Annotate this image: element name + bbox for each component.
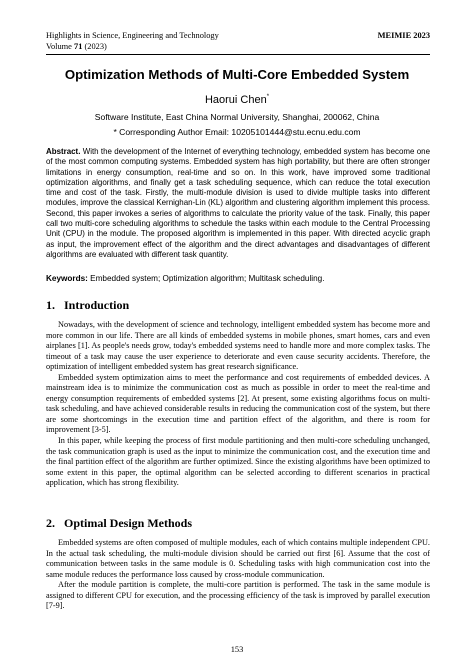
keywords-text: Embedded system; Optimization algorithm; Multitask scheduling. [87, 274, 325, 283]
corresponding-email: * Corresponding Author Email: 10205101444@stu.ecnu.edu.com [113, 127, 361, 137]
paper-title: Optimization Methods of Multi-Core Embedded System [64, 67, 410, 82]
running-header [46, 31, 430, 41]
header-rule [46, 54, 430, 55]
section-body-introduction [46, 320, 430, 489]
affiliation: Software Institute, East China Normal University, Shanghai, 200062, China [94, 112, 380, 122]
keywords-label: Keywords: [46, 274, 88, 283]
paragraph: In this paper, while keeping the process of first module partitioning and then multi-core scheduling unchanged, the task communication graph is used as the input to minimize the communication cost, and the execution time and the final partition effect of the algorithm are further optimized. Since the existing algorithms have been optimized to some extent in this paper, the optimal algorithm can be selected according to different scenarios in practical application, which has strong flexibility. [46, 436, 430, 488]
abstract-text: With the development of the Internet of everything technology, embedded system has become one of the most common computing systems. Embedded system has high portability, but there are often stronger limitations in energy consumption, real-time and so on. In this work, have improved some traditional optimization algorithms, and finally get a task scheduling sequence, which can reduce the total execution time and cost of the task. Firstly, the multi-module division is used to divide multiple tasks into different modules, improve the classical Kernighan-Lin (KL) algorithm and clustering algorithm implement this process. Second, this paper invokes a series of algorithms to calculate the priority value of the task. Finally, this paper call two multi-core scheduling algorithms to schedule the tasks within each module to the Central Processing Unit (CPU) in the module. The proposed algorithm is implemented in this paper. With directed acyclic graph as input, the improvement effect of the algorithm and the direct advantages and disadvantages of different algorithms are evaluated with different task quantity. [46, 147, 430, 259]
volume-line [46, 42, 107, 51]
author-name: Haorui Chen [204, 94, 267, 106]
author-mark: * [266, 94, 270, 100]
section-number: 2. [46, 516, 55, 530]
keywords [46, 274, 430, 283]
volume-prefix: Volume [46, 42, 74, 51]
author-line [0, 94, 474, 106]
conference-name: MEIMIE 2023 [377, 31, 430, 40]
section-title: Introduction [64, 298, 130, 312]
section-heading-introduction [46, 298, 129, 313]
volume-number: 71 [74, 42, 83, 51]
section-body-optimal-design [46, 538, 430, 612]
section-title: Optimal Design Methods [64, 516, 193, 530]
paragraph: After the module partition is complete, the multi-core partition is performed. The task in the same module is assigned to different CPU for execution, and the processing efficiency of the task is improved by parallel execution [7-9]. [46, 580, 430, 611]
paragraph: Embedded system optimization aims to meet the performance and cost requirements of embedded devices. A mainstream idea is to minimize the communication cost as much as possible in order to meet the real-time and energy consumption requirements of embedded systems [2]. At present, some existing algorithms focus on multi-task scheduling, and have achieved considerable results in reducing the communication cost of the system, but there are some shortcomings in the execution time and partition effect of the algorithm, and there is room for improvement [3-5]. [46, 372, 430, 435]
abstract-label: Abstract. [46, 147, 81, 156]
journal-name: Highlights in Science, Engineering and Technology [46, 31, 219, 40]
paragraph: Nowadays, with the development of science and technology, intelligent embedded system has become more and more common in our life. There are all kinds of embedded systems in mobile phones, smart homes, cars and even airplanes [1]. As people's needs grow, today's embedded systems need to handle more and more complex tasks. The timeout of a task may cause the user experience to deteriorate and even cause security accidents. Therefore, the optimization of intelligent embedded system has great research significance. [46, 320, 430, 372]
section-heading-optimal-design [46, 516, 192, 531]
section-number: 1. [46, 298, 55, 312]
volume-year: (2023) [82, 42, 107, 51]
page-number: 153 [230, 645, 244, 654]
abstract [46, 147, 430, 260]
paragraph: Embedded systems are often composed of multiple modules, each of which contains multiple independent CPU. In the actual task scheduling, the multi-module division should be carried out first [6]. Assume that the cost of communication between tasks in the same module is 0. Scheduling tasks with high communication cost into the same module reduces the performance loss caused by cross-module communication. [46, 538, 430, 579]
